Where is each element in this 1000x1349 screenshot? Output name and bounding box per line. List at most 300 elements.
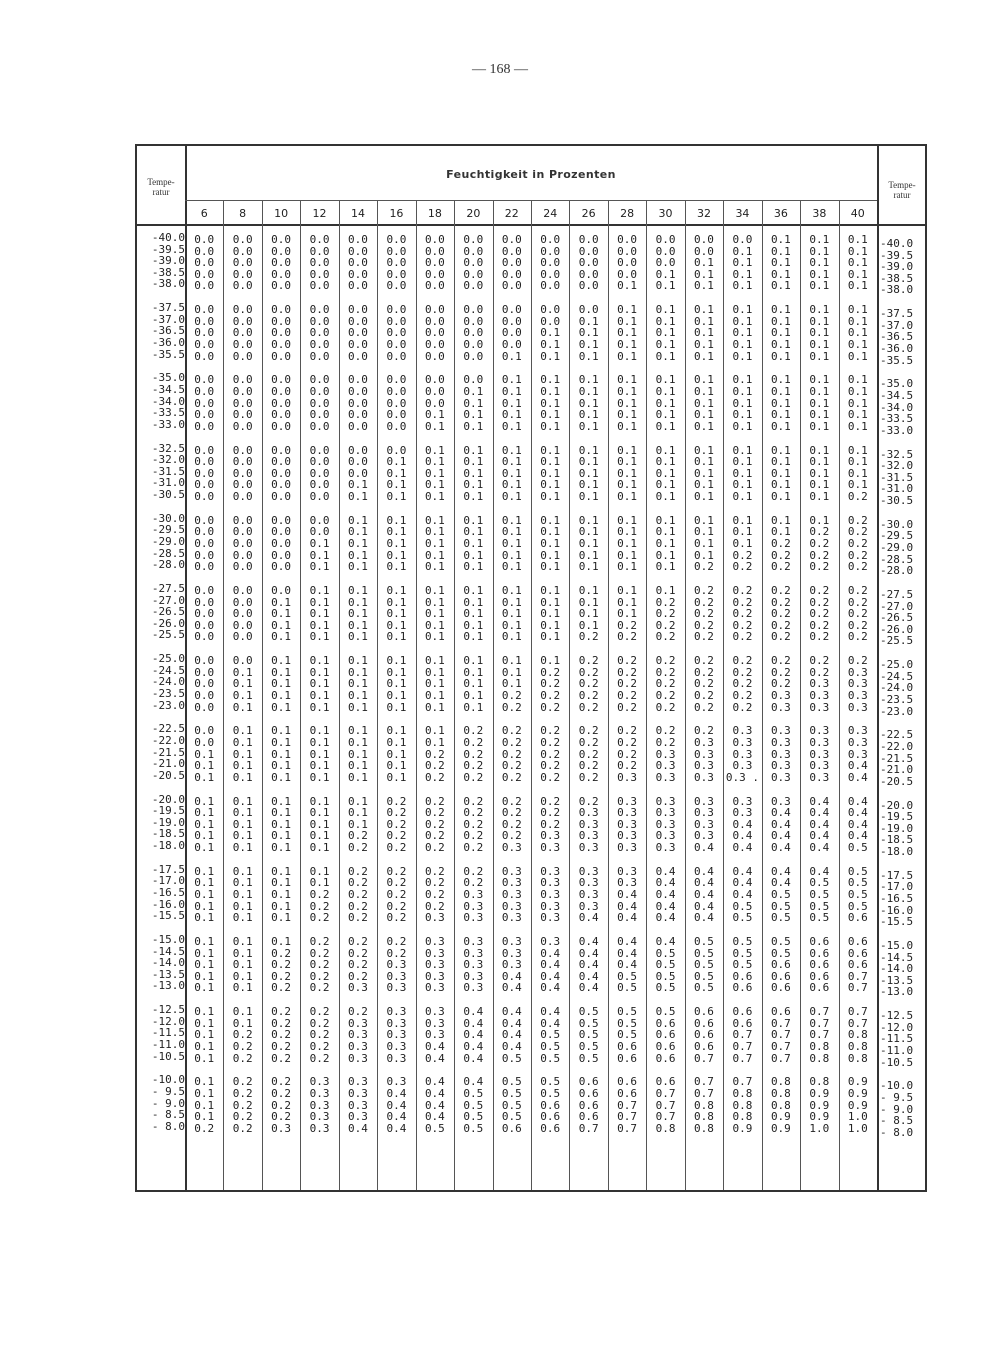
row-temperature-right: - 8.5 [880, 1114, 914, 1128]
table-cell: 0.1 [540, 618, 561, 632]
table-cell: 0.4 [617, 911, 638, 925]
table-cell: 0.0 [232, 314, 253, 328]
table-cell: 0.1 [732, 443, 753, 457]
table-cell: 0.0 [232, 595, 253, 609]
table-cell: 0.0 [194, 724, 215, 738]
table-cell: 0.1 [617, 455, 638, 469]
row-temperature-left: -34.0 [151, 394, 185, 408]
table-cell: 0.4 [501, 981, 522, 995]
table-cell: 0.1 [309, 759, 330, 773]
table-cell: 0.3 [809, 747, 830, 761]
table-cell: 0.3 [694, 736, 714, 749]
table-cell: 0.1 [694, 279, 714, 293]
table-cell: 0.3 [655, 829, 676, 843]
table-cell: 0.4 [348, 1121, 368, 1135]
column-header: 14 [350, 207, 365, 220]
table-cell: 0.2 [847, 490, 868, 503]
table-cell: 0.0 [309, 443, 330, 457]
table-cell: 0.1 [309, 700, 330, 714]
table-cell: 0.1 [232, 911, 253, 925]
table-cell: 0.0 [309, 455, 330, 469]
table-cell: 0.3 [501, 841, 522, 854]
table-cell: 0.3 [617, 794, 638, 808]
table-cell: 0.1 [540, 490, 561, 503]
table-cell: 0.1 [847, 349, 868, 363]
table-cell: 0.2 [463, 759, 484, 773]
table-cell: 0.1 [578, 419, 599, 433]
table-cell: 0.4 [694, 864, 714, 878]
table-cell: 0.2 [348, 864, 368, 878]
table-cell: 0.1 [770, 256, 791, 270]
table-cell: 0.9 [770, 1121, 791, 1135]
row-temperature-left: -23.0 [151, 698, 185, 712]
table-cell: 0.0 [463, 349, 484, 363]
table-cell: 0.3 . [725, 770, 759, 784]
table-cell: 0.1 [501, 595, 522, 609]
row-temperature-left: -17.0 [151, 874, 185, 888]
table-cell: 0.0 [694, 233, 714, 246]
table-cell: 0.1 [501, 630, 522, 644]
table-cell: 0.2 [809, 618, 830, 632]
table-cell: 0.1 [271, 665, 292, 679]
table-cell: 0.0 [271, 548, 292, 562]
table-cell: 0.8 [694, 1121, 714, 1135]
table-cell: 0.0 [194, 314, 215, 328]
table-cell: 0.0 [386, 396, 407, 410]
row-temperature-right: -27.5 [880, 588, 914, 601]
table-cell: 0.4 [386, 1098, 407, 1112]
table-cell: 0.1 [770, 408, 791, 422]
table-cell: 0.9 [809, 1087, 830, 1100]
table-cell: 0.2 [655, 677, 676, 691]
table-cell: 0.2 [770, 630, 791, 644]
table-cell: 0.0 [232, 466, 253, 480]
table-cell: 0.2 [463, 724, 484, 738]
table-cell: 0.6 [732, 981, 753, 995]
table-cell: 0.1 [770, 396, 791, 410]
table-cell: 0.1 [501, 419, 522, 433]
table-cell: 0.0 [501, 256, 522, 270]
row-temperature-right: -12.0 [880, 1020, 914, 1034]
table-cell: 0.1 [732, 373, 753, 387]
table-cell: 0.1 [501, 584, 522, 597]
table-cell: 0.1 [271, 747, 292, 761]
table-cell: 0.1 [463, 466, 484, 480]
table-cell: 0.8 [694, 1110, 714, 1124]
table-cell: 0.3 [463, 899, 484, 913]
table-cell: 0.5 [809, 876, 830, 890]
table-cell: 0.0 [194, 338, 215, 351]
table-cell: 0.1 [732, 349, 753, 363]
table-cell: 0.2 [617, 736, 638, 749]
table-cell: 0.1 [732, 490, 753, 503]
table-cell: 0.1 [501, 513, 522, 527]
table-cell: 0.2 [617, 689, 638, 702]
table-cell: 0.2 [617, 747, 638, 761]
row-temperature-right: -32.0 [880, 459, 914, 473]
table-cell: 0.5 [617, 981, 638, 995]
table-cell: 0.2 [309, 911, 330, 925]
table-cell: 0.1 [655, 525, 676, 539]
table-cell: 0.1 [655, 314, 676, 328]
table-cell: 0.2 [463, 736, 484, 749]
table-cell: 0.1 [770, 267, 791, 281]
table-cell: 0.1 [617, 548, 638, 562]
table-cell: 0.1 [501, 618, 522, 632]
table-cell: 0.1 [809, 373, 830, 387]
table-cell: 0.1 [732, 338, 753, 351]
table-cell: 0.3 [655, 794, 676, 808]
table-cell: 0.5 [655, 981, 676, 995]
table-cell: 0.0 [309, 385, 330, 398]
table-cell: 0.3 [847, 736, 868, 749]
table-cell: 0.1 [386, 548, 407, 562]
table-cell: 0.1 [424, 455, 445, 469]
row-temperature-left: -18.5 [151, 827, 185, 841]
table-cell: 0.7 [809, 1016, 830, 1030]
table-cell: 0.5 [501, 1110, 522, 1124]
table-cell: 0.1 [694, 419, 714, 433]
table-cell: 0.3 [348, 1087, 368, 1100]
table-cell: 0.2 [540, 817, 561, 831]
table-cell: 0.1 [617, 560, 638, 574]
table-cell: 0.3 [809, 724, 830, 738]
table-cell: 0.1 [655, 385, 676, 398]
table-cell: 0.0 [194, 654, 215, 668]
table-cell: 0.1 [386, 759, 407, 773]
table-cell: 0.2 [732, 689, 753, 702]
row-temperature-left: -19.5 [151, 804, 185, 818]
table-cell: 0.3 [424, 969, 445, 983]
table-cell: 0.1 [424, 724, 445, 738]
table-cell: 0.2 [271, 1005, 292, 1019]
table-cell: 0.2 [232, 1040, 253, 1053]
table-cell: 0.1 [194, 1098, 215, 1112]
table-cell: 0.8 [770, 1098, 791, 1112]
table-cell: 0.6 [809, 958, 830, 972]
table-cell: 0.2 [655, 654, 676, 668]
temperature-header-right: Tempe- ratur [888, 180, 916, 200]
table-cell: 0.2 [463, 747, 484, 761]
row-temperature-right: -36.0 [880, 342, 914, 355]
table-cell: 0.3 [732, 724, 753, 738]
table-cell: 0.0 [309, 267, 330, 281]
table-cell: 0.4 [847, 806, 868, 820]
table-cell: 0.2 [463, 841, 484, 854]
table-cell: 0.1 [809, 326, 830, 340]
table-cell: 0.1 [809, 279, 830, 293]
table-cell: 0.1 [809, 396, 830, 410]
column-header: 34 [735, 207, 750, 220]
table-cell: 0.1 [540, 385, 561, 398]
table-cell: 0.1 [770, 419, 791, 433]
table-cell: 0.0 [501, 314, 522, 328]
table-cell: 0.2 [655, 724, 676, 738]
table-cell: 0.0 [424, 385, 445, 398]
table-cell: 0.2 [271, 1075, 292, 1089]
table-cell: 0.6 [501, 1121, 522, 1135]
table-cell: 0.4 [655, 911, 676, 925]
table-cell: 0.8 [655, 1121, 676, 1135]
column-header: 10 [274, 207, 289, 220]
table-cell: 0.1 [578, 618, 599, 632]
table-cell: 0.0 [232, 560, 253, 574]
table-cell: 0.0 [617, 244, 638, 258]
table-cell: 0.2 [386, 864, 407, 878]
table-cell: 0.1 [501, 373, 522, 387]
table-cell: 0.0 [194, 373, 215, 387]
row-temperature-right: -29.5 [880, 529, 914, 543]
table-cell: 0.3 [578, 888, 599, 901]
table-cell: 0.5 [578, 1005, 599, 1019]
row-temperature-right: -24.0 [880, 681, 914, 695]
row-temperature-right: -34.5 [880, 389, 914, 402]
table-cell: 0.1 [271, 654, 292, 668]
table-cell: 0.2 [424, 770, 445, 784]
table-cell: 0.1 [309, 584, 330, 597]
table-cell: 0.3 [501, 899, 522, 913]
table-cell: 0.1 [271, 841, 292, 854]
table-cell: 0.1 [271, 677, 292, 691]
table-cell: 0.1 [770, 338, 791, 351]
table-cell: 0.0 [348, 233, 368, 246]
table-cell: 0.3 [694, 770, 714, 784]
table-cell: 0.1 [617, 537, 638, 550]
table-cell: 0.1 [271, 899, 292, 913]
table-cell: 0.2 [463, 770, 484, 784]
table-cell: 0.5 [694, 935, 714, 948]
column-header: 8 [239, 207, 247, 220]
table-cell: 0.6 [540, 1121, 561, 1135]
table-cell: 0.0 [271, 314, 292, 328]
row-temperature-left: -33.0 [151, 417, 185, 431]
table-cell: 0.2 [501, 700, 522, 714]
table-cell: 0.2 [578, 736, 599, 749]
table-cell: 0.2 [847, 525, 868, 539]
table-cell: 0.1 [847, 478, 868, 492]
row-temperature-left: -38.0 [151, 277, 185, 291]
table-cell: 0.2 [847, 584, 868, 597]
table-cell: 0.0 [232, 244, 253, 258]
table-cell: 0.0 [232, 373, 253, 387]
table-cell: 0.5 [578, 1051, 599, 1065]
table-cell: 0.2 [617, 724, 638, 738]
table-cell: 0.3 [770, 794, 791, 808]
row-temperature-right: -15.0 [880, 939, 914, 952]
table-cell: 0.5 [847, 864, 868, 878]
table-cell: 0.5 [540, 1051, 561, 1065]
table-cell: 0.9 [809, 1110, 830, 1124]
table-cell: 0.1 [540, 373, 561, 387]
table-cell: 0.4 [694, 876, 714, 890]
table-cell: 0.0 [386, 244, 407, 258]
table-cell: 0.4 [694, 888, 714, 901]
table-cell: 0.3 [348, 1028, 368, 1042]
row-temperature-left: -22.5 [151, 722, 185, 736]
table-cell: 0.2 [348, 935, 368, 948]
table-cell: 0.3 [770, 759, 791, 773]
table-cell: 0.5 [770, 911, 791, 925]
table-cell: 0.0 [232, 478, 253, 492]
table-cell: 0.1 [501, 385, 522, 398]
table-cell: 0.1 [463, 455, 484, 469]
table-cell: 0.1 [309, 595, 330, 609]
table-cell: 0.6 [770, 958, 791, 972]
column-header: 20 [466, 207, 481, 220]
table-cell: 0.2 [386, 876, 407, 890]
table-cell: 0.0 [232, 303, 253, 317]
table-cell: 0.3 [463, 935, 484, 948]
table-cell: 0.1 [655, 443, 676, 457]
table-cell: 0.1 [271, 864, 292, 878]
table-cell: 0.1 [578, 326, 599, 340]
table-cell: 0.1 [309, 607, 330, 621]
table-cell: 0.2 [463, 794, 484, 808]
table-cell: 0.0 [232, 385, 253, 398]
table-cell: 0.1 [348, 607, 368, 621]
table-cell: 0.1 [424, 584, 445, 597]
table-cell: 0.2 [847, 560, 868, 574]
table-cell: 0.1 [463, 478, 484, 492]
table-cell: 0.4 [578, 969, 599, 983]
table-cell: 0.0 [540, 314, 561, 328]
table-cell: 0.7 [617, 1098, 638, 1112]
table-cell: 0.1 [847, 326, 868, 340]
table-cell: 0.1 [194, 1016, 215, 1030]
table-cell: 0.0 [271, 443, 292, 457]
row-temperature-left: -26.0 [151, 616, 185, 630]
table-cell: 0.1 [847, 443, 868, 457]
row-temperature-left: -12.5 [151, 1003, 185, 1017]
row-temperature-right: -31.5 [880, 470, 914, 484]
table-cell: 0.1 [578, 513, 599, 527]
table-cell: 0.2 [386, 841, 407, 854]
table-cell: 0.2 [540, 665, 561, 679]
table-cell: 0.2 [578, 677, 599, 691]
table-cell: 0.2 [617, 618, 638, 632]
row-temperature-left: -16.5 [151, 886, 185, 899]
row-temperature-left: -21.5 [151, 745, 185, 759]
row-temperature-right: -10.5 [880, 1055, 914, 1069]
table-cell: 0.0 [271, 326, 292, 340]
column-header: 24 [543, 207, 558, 220]
row-temperature-right: - 8.0 [880, 1125, 914, 1139]
table-cell: 0.4 [540, 958, 561, 972]
table-cell: 0.1 [386, 478, 407, 492]
table-cell: 0.2 [309, 1005, 330, 1019]
table-cell: 0.1 [694, 385, 714, 398]
table-cell: 0.2 [694, 595, 714, 609]
table-cell: 0.3 [655, 806, 676, 820]
table-cell: 0.4 [463, 1028, 484, 1042]
table-cell: 0.7 [694, 1075, 714, 1089]
table-cell: 0.1 [617, 326, 638, 340]
table-cell: 0.1 [694, 338, 714, 351]
table-cell: 0.0 [194, 267, 215, 281]
table-cell: 0.4 [655, 899, 676, 913]
row-temperature-left: -24.0 [151, 675, 185, 689]
table-cell: 0.1 [194, 876, 215, 890]
table-cell: 0.3 [617, 829, 638, 843]
row-temperature-left: -35.0 [151, 371, 185, 385]
table-cell: 0.3 [540, 911, 561, 925]
table-cell: 0.2 [809, 630, 830, 644]
table-cell: 0.1 [732, 525, 753, 539]
table-cell: 0.1 [309, 806, 330, 820]
table-cell: 0.2 [694, 724, 714, 738]
table-cell: 0.5 [578, 1028, 599, 1042]
table-cell: 0.5 [617, 1028, 638, 1042]
table-cell: 0.1 [617, 525, 638, 539]
table-cell: 0.1 [309, 537, 330, 550]
table-cell: 0.1 [809, 256, 830, 270]
table-cell: 0.1 [694, 267, 714, 281]
table-cell: 0.0 [232, 233, 253, 246]
table-cell: 0.3 [540, 841, 561, 854]
row-temperature-left: -29.5 [151, 523, 185, 537]
table-cell: 0.3 [809, 700, 830, 714]
table-cell: 0.4 [809, 806, 830, 820]
table-cell: 0.1 [540, 607, 561, 621]
table-cell: 0.2 [694, 677, 714, 691]
table-cell: 0.2 [501, 724, 522, 738]
table-cell: 0.1 [309, 677, 330, 691]
table-cell: 0.0 [271, 560, 292, 574]
table-cell: 0.4 [655, 876, 676, 890]
table-cell: 0.1 [847, 256, 868, 270]
table-cell: 0.2 [348, 969, 368, 983]
table-cell: 0.3 [694, 817, 714, 831]
table-cell: 0.5 [655, 1005, 676, 1019]
table-cell: 0.1 [463, 408, 484, 422]
table-cell: 0.4 [501, 1016, 522, 1030]
table-cell: 0.0 [232, 654, 253, 668]
table-cell: 0.1 [501, 408, 522, 422]
table-cell: 0.1 [348, 525, 368, 539]
table-cell: 0.5 [847, 888, 868, 901]
table-cell: 0.2 [578, 630, 599, 644]
table-cell: 0.3 [309, 1087, 330, 1100]
table-cell: 0.2 [732, 700, 753, 714]
table-cell: 0.0 [309, 349, 330, 363]
table-cell: 0.0 [463, 373, 484, 387]
table-cell: 0.4 [732, 864, 753, 878]
table-cell: 0.2 [847, 630, 868, 644]
table-cell: 0.3 [655, 817, 676, 831]
table-cell: 0.4 [617, 935, 638, 948]
table-cell: 0.5 [809, 899, 830, 913]
table-cell: 0.0 [540, 256, 561, 270]
table-cell: 0.3 [617, 841, 638, 854]
row-temperature-right: -39.0 [880, 260, 914, 274]
table-cell: 0.5 [732, 899, 753, 913]
column-header: 36 [773, 207, 788, 220]
table-cell: 0.2 [770, 595, 791, 609]
table-cell: 0.1 [847, 455, 868, 469]
table-cell: 0.4 [732, 888, 753, 901]
table-cell: 0.1 [424, 689, 445, 702]
row-temperature-left: -30.0 [151, 511, 185, 525]
table-cell: 0.0 [386, 267, 407, 281]
table-cell: 0.1 [578, 595, 599, 609]
table-cell: 0.2 [732, 677, 753, 691]
table-cell: 0.1 [424, 525, 445, 539]
table-cell: 0.0 [424, 303, 445, 317]
table-cell: 0.1 [540, 525, 561, 539]
table-cell: 0.2 [847, 654, 868, 668]
table-cell: 0.1 [501, 677, 522, 691]
row-temperature-left: -37.0 [151, 312, 185, 326]
